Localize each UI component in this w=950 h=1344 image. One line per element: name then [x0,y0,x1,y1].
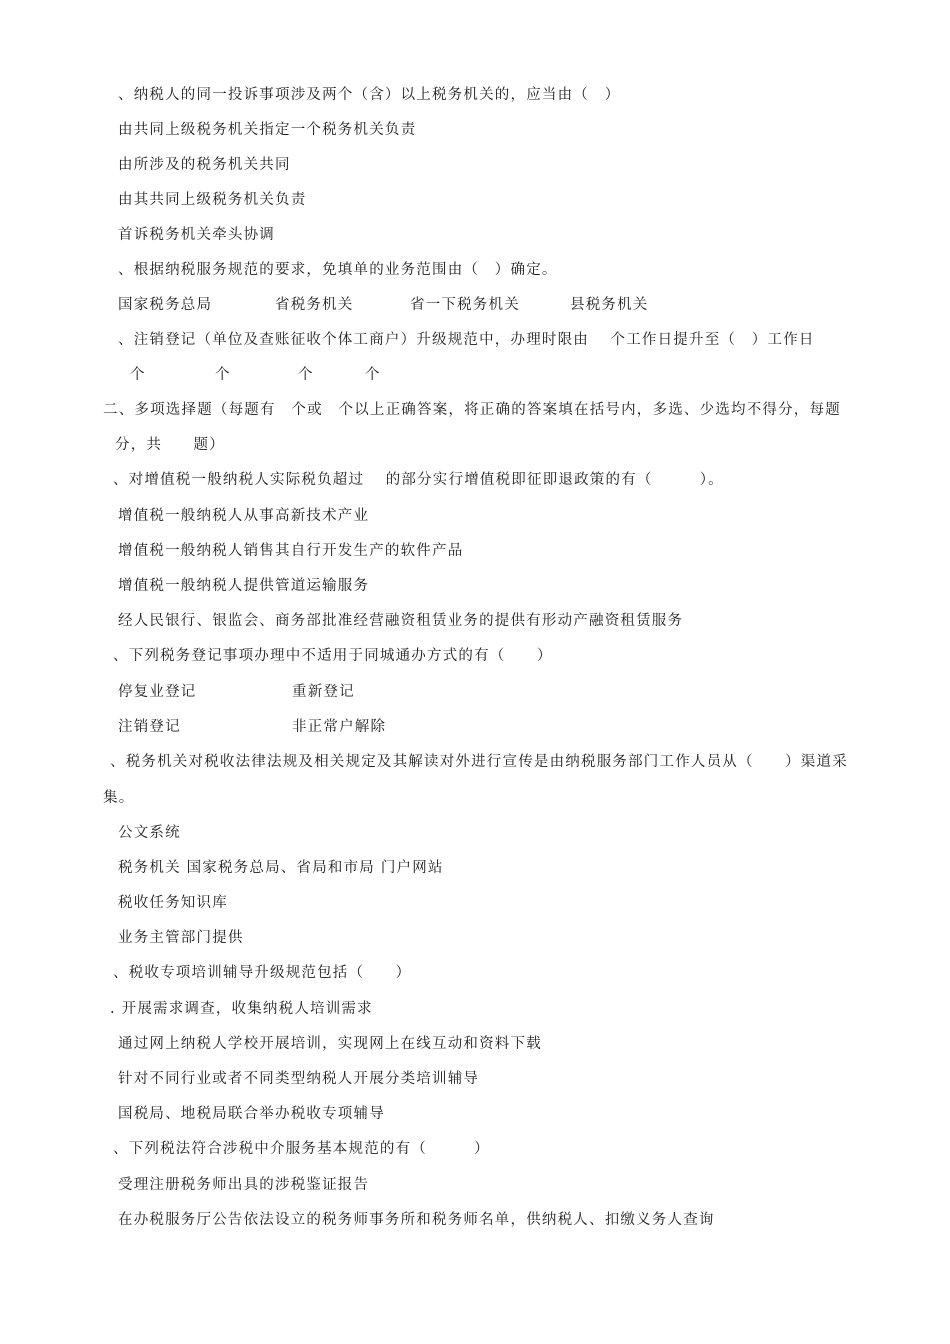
option-text: 个 [215,367,231,383]
option-text: 增值税一般纳税人从事高新技术产业 [118,508,370,524]
section-heading-cont: 分，共 题） [115,437,225,453]
question-text: 、税务机关对税收法律法规及相关规定及其解读对外进行宣传是由纳税服务部门工作人员从（ ）渠道采 [110,754,848,770]
option-text: 个 [365,367,381,383]
option-text: 税务机关 国家税务总局、省局和市局 门户网站 [118,860,444,876]
option-text: 增值税一般纳税人销售其自行开发生产的软件产品 [118,543,464,559]
option-text: 重新登记 [292,684,355,700]
option-text: 非正常户解除 [292,719,387,735]
option-text: 停复业登记 [118,684,197,700]
option-text: 注销登记 [118,719,181,735]
option-text: 县税务机关 [570,297,649,313]
question-text: 、下列税务登记事项办理中不适用于同城通办方式的有（ ） [113,648,553,664]
question-text: 、对增值税一般纳税人实际税负超过 的部分实行增值税即征即退政策的有（ ）。 [113,472,724,488]
option-text: 首诉税务机关牵头协调 [118,227,275,243]
question-text: 、税收专项培训辅导升级规范包括（ ） [113,965,412,981]
option-text: 经人民银行、银监会、商务部批准经营融资租赁业务的提供有形动产融资租赁服务 [118,613,684,629]
section-heading: 二、多项选择题（每题有 个或 个以上正确答案，将正确的答案填在括号内，多选、少选均不得分，每题 [103,402,841,418]
option-text: 公文系统 [118,825,181,841]
option-text: 增值税一般纳税人提供管道运输服务 [118,578,370,594]
option-text: 业务主管部门提供 [118,930,244,946]
option-text: 省税务机关 [275,297,354,313]
option-text: 针对不同行业或者不同类型纳税人开展分类培训辅导 [118,1071,480,1087]
option-text: 受理注册税务师出具的涉税鉴证报告 [118,1177,370,1193]
question-text: 、纳税人的同一投诉事项涉及两个（含）以上税务机关的，应当由（ ） [118,87,621,103]
option-text: 通过网上纳税人学校开展培训，实现网上在线互动和资料下载 [118,1036,542,1052]
question-text: 、注销登记（单位及查账征收个体工商户）升级规范中，办理时限由 个工作日提升至（ ）工作日 [118,332,815,348]
option-text: . 开展需求调查，收集纳税人培训需求 [110,1001,373,1017]
option-text: 个 [130,367,146,383]
question-text-cont: 集。 [103,790,135,806]
option-text: 在办税服务厅公告依法设立的税务师事务所和税务师名单，供纳税人、扣缴义务人查询 [118,1212,715,1228]
option-text: 由其共同上级税务机关负责 [118,192,307,208]
option-text: 个 [298,367,314,383]
option-text: 省一下税务机关 [410,297,520,313]
option-text: 税收任务知识库 [118,895,228,911]
option-text: 由所涉及的税务机关共同 [118,157,291,173]
option-text: 国家税务总局 [118,297,213,313]
question-text: 、根据纳税服务规范的要求，免填单的业务范围由（ ）确定。 [118,262,558,278]
question-text: 、下列税法符合涉税中介服务基本规范的有（ ） [113,1141,490,1157]
option-text: 国税局、地税局联合举办税收专项辅导 [118,1106,385,1122]
option-text: 由共同上级税务机关指定一个税务机关负责 [118,122,417,138]
